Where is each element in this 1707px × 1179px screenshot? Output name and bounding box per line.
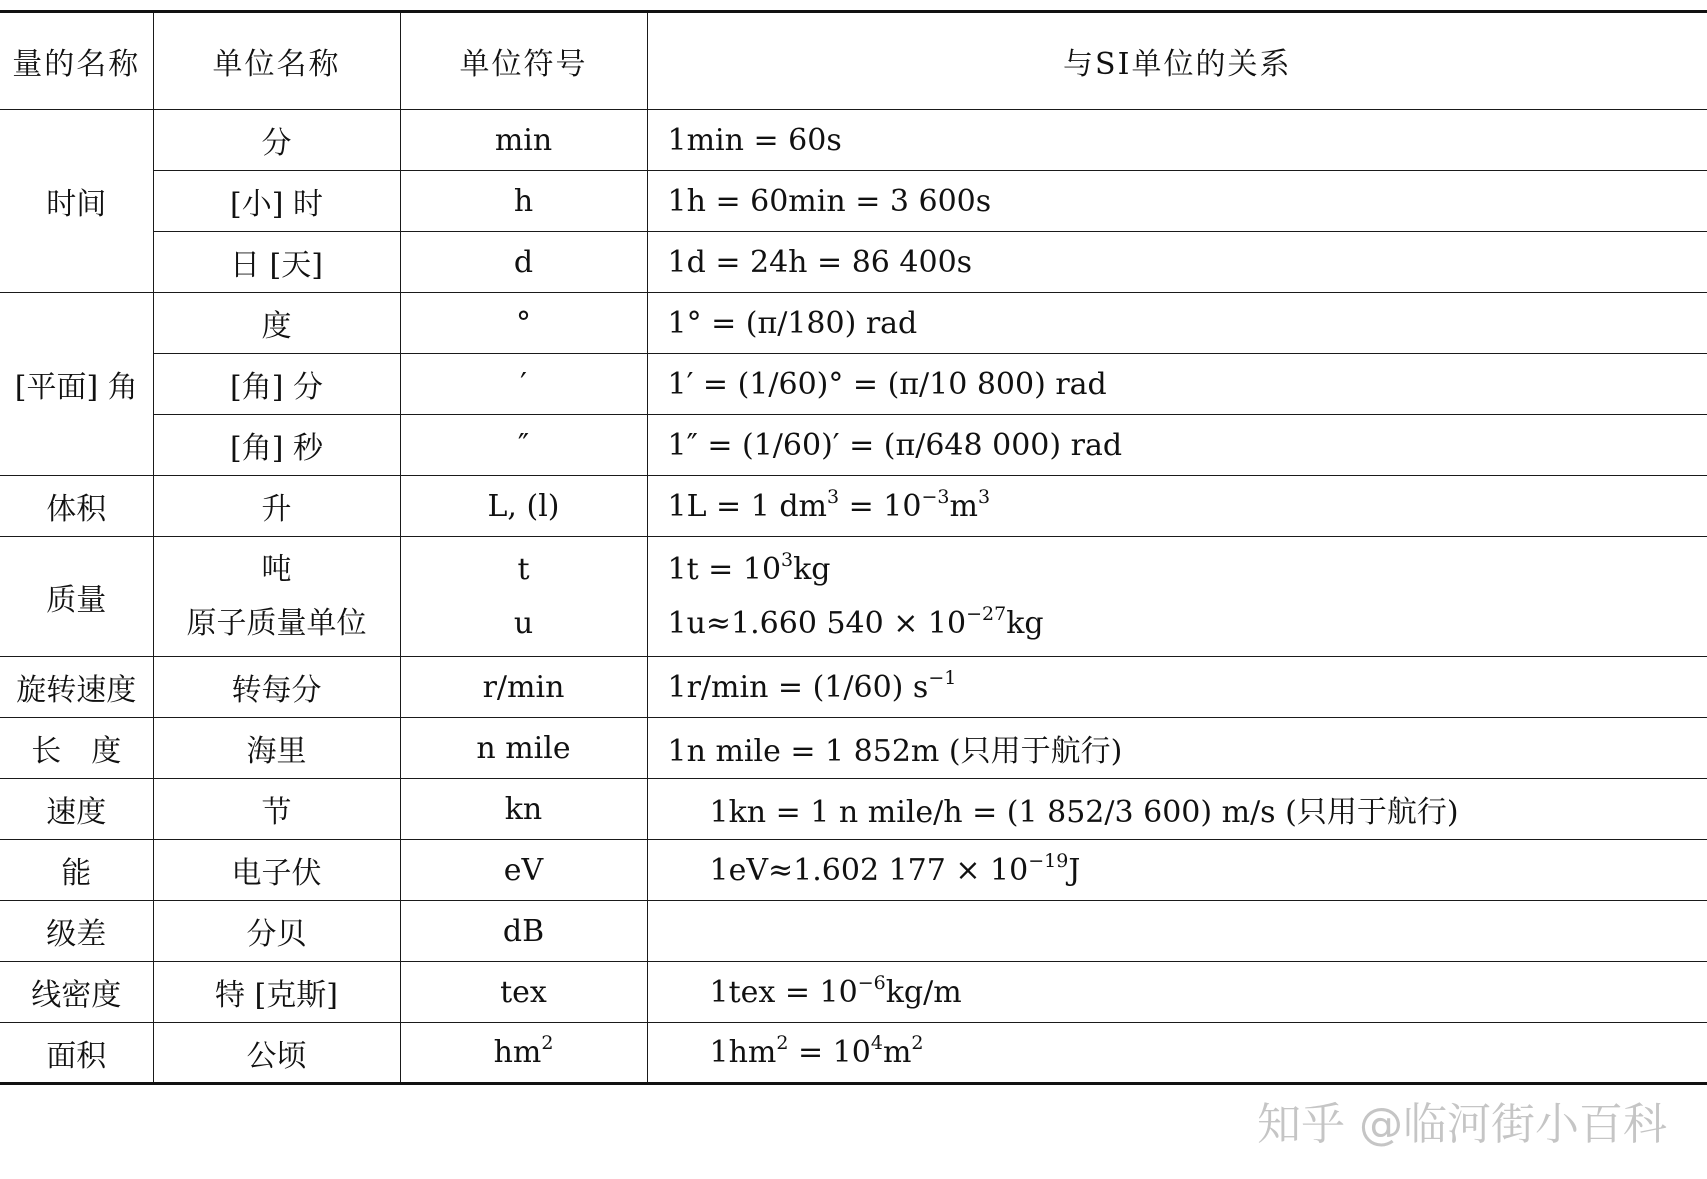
table-row [0, 110, 1707, 171]
quantity-cell: 速度 [0, 779, 153, 840]
si-relation-cell: 1h = 60min = 3 600s [647, 171, 1707, 232]
table-row [0, 171, 1707, 232]
quantity-cell: 级差 [0, 901, 153, 962]
table-row [0, 537, 1707, 657]
table-row [0, 901, 1707, 962]
quantity-cell: 质量 [0, 537, 153, 657]
si-relation-cell: 1n mile = 1 852m (只用于航行) [647, 718, 1707, 779]
table-row [0, 840, 1707, 901]
unit-name-cell: 公顷 [153, 1023, 400, 1084]
unit-name-cell: 节 [153, 779, 400, 840]
unit-name-cell: [小] 时 [153, 171, 400, 232]
si-relation-cell: $1tex = 10^{-6}kg/m$ [647, 962, 1707, 1023]
unit-name-cell: 日 [天] [153, 232, 400, 293]
unit-symbol-cell: tex [400, 962, 647, 1023]
table-row [0, 476, 1707, 537]
header-si-relation: 与SI单位的关系 [647, 12, 1707, 110]
unit-symbol-cell: ° [400, 293, 647, 354]
table-row [0, 293, 1707, 354]
unit-name-cell: 转每分 [153, 657, 400, 718]
si-relation-cell: 1d = 24h = 86 400s [647, 232, 1707, 293]
si-relation-cell: 1kn = 1 n mile/h = (1 852/3 600) m/s (只用于航行) [647, 779, 1707, 840]
table-row [0, 415, 1707, 476]
si-relation-cell: 1″ = (1/60)′ = (π/648 000) rad [647, 415, 1707, 476]
units-table [0, 10, 1707, 1085]
quantity-cell: 面积 [0, 1023, 153, 1084]
si-relation-cell: 1eV≈1.602 $177 \times 10^{-19}J$ [647, 840, 1707, 901]
quantity-cell: 长 度 [0, 718, 153, 779]
unit-name-cell: 吨 原子质量单位 [153, 537, 400, 657]
unit-symbol-cell: dB [400, 901, 647, 962]
unit-name-cell: [角] 分 [153, 354, 400, 415]
quantity-cell: 线密度 [0, 962, 153, 1023]
unit-symbol-cell: ′ [400, 354, 647, 415]
table-row [0, 962, 1707, 1023]
unit-symbol-cell: d [400, 232, 647, 293]
unit-name-cell: 海里 [153, 718, 400, 779]
unit-symbol-cell: n mile [400, 718, 647, 779]
header-unit-symbol: 单位符号 [400, 12, 647, 110]
quantity-cell: 能 [0, 840, 153, 901]
si-relation-cell: 1min = 60s [647, 110, 1707, 171]
unit-symbol-cell: t u [400, 537, 647, 657]
table-row [0, 657, 1707, 718]
unit-name-cell: 度 [153, 293, 400, 354]
unit-symbol-cell: min [400, 110, 647, 171]
quantity-cell: [平面] 角 [0, 293, 153, 476]
si-relation-cell [647, 901, 1707, 962]
unit-name-cell: 升 [153, 476, 400, 537]
header-row [0, 12, 1707, 110]
quantity-cell: 体积 [0, 476, 153, 537]
unit-symbol-cell: ″ [400, 415, 647, 476]
unit-name-cell: 分贝 [153, 901, 400, 962]
si-relation-cell: $1t = 10^3kg$ 1u≈1.660 $540 \times 10^{-27}kg$ [647, 537, 1707, 657]
unit-symbol-cell: L, (l) [400, 476, 647, 537]
unit-name-cell: 分 [153, 110, 400, 171]
si-relation-cell: 1L = 1 $dm^3 = 10^{-3}m^3$ [647, 476, 1707, 537]
unit-name-cell: 特 [克斯] [153, 962, 400, 1023]
header-unit-name: 单位名称 [153, 12, 400, 110]
unit-symbol-cell: eV [400, 840, 647, 901]
quantity-cell: 时间 [0, 110, 153, 293]
si-relation-cell: 1r/min = (1/60) $s^{-1}$ [647, 657, 1707, 718]
table-row [0, 779, 1707, 840]
unit-symbol-cell: $hm^2$ [400, 1023, 647, 1084]
unit-name-cell: [角] 秒 [153, 415, 400, 476]
unit-name-cell: 电子伏 [153, 840, 400, 901]
si-relation-cell: 1° = (π/180) rad [647, 293, 1707, 354]
table-row [0, 232, 1707, 293]
unit-symbol-cell: h [400, 171, 647, 232]
table-row [0, 1023, 1707, 1084]
quantity-cell: 旋转速度 [0, 657, 153, 718]
watermark: 知乎 @临河街小百科 [1257, 1099, 1667, 1150]
header-quantity: 量的名称 [0, 12, 153, 110]
si-relation-cell: $1hm^2 = 10^4m^2$ [647, 1023, 1707, 1084]
table-row [0, 718, 1707, 779]
si-relation-cell: 1′ = (1/60)° = (π/10 800) rad [647, 354, 1707, 415]
unit-symbol-cell: r/min [400, 657, 647, 718]
table-row [0, 354, 1707, 415]
unit-symbol-cell: kn [400, 779, 647, 840]
